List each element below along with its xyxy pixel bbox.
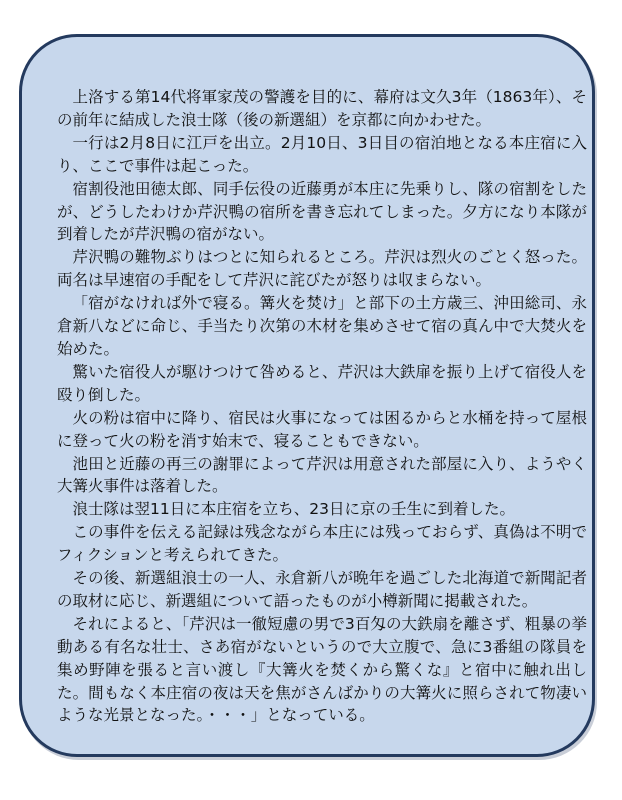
paragraph-2: 一行は2月8日に江戸を出立。2月10日、3日目の宿泊地となる本庄宿に入り、ここで事件は起こった。: [57, 133, 587, 175]
paragraph-3: 宿割役池田徳太郎、同手伝役の近藤勇が本庄に先乗りし、隊の宿割をしたが、どうしたわけか芹沢鴨の宿所を書き忘れてしまった。夕方になり本隊が到着したが芹沢鴨の宿がない。: [57, 179, 587, 244]
article-body: [57, 86, 587, 727]
paragraph-8: 池田と近藤の再三の謝罪によって芹沢は用意された部屋に入り、ようやく大篝火事件は落着した。: [57, 454, 587, 496]
paragraph-7: 火の粉は宿中に降り、宿民は火事になっては困るからと水桶を持って屋根に登って火の粉を消す始末で、寝ることもできない。: [57, 408, 587, 450]
paragraph-1: 上洛する第14代将軍家茂の警護を目的に、幕府は文久3年（1863年）、その前年に結成した浪士隊（後の新選組）を京都に向かわせた。: [57, 88, 587, 129]
paragraph-4: 芹沢鴨の難物ぶりはつとに知られるところ。芹沢は烈火のごとく怒った。両名は早速宿の手配をして芹沢に詫びたが怒りは収まらない。: [57, 248, 587, 290]
paragraph-11: その後、新選組浪士の一人、永倉新八が晩年を過ごした北海道で新聞記者の取材に応じ、新選組について語ったものが小樽新聞に掲載された。: [57, 569, 587, 610]
paragraph-10: この事件を伝える記録は残念ながら本庄には残っておらず、真偽は不明でフィクションと考えられてきた。: [57, 523, 587, 565]
paragraph-6: 驚いた宿役人が駆けつけて咎めると、芹沢は大鉄扉を振り上げて宿役人を殴り倒した。: [57, 362, 587, 404]
paragraph-9: 浪士隊は翌11日に本庄宿を立ち、23日に京の壬生に到着した。: [72, 500, 515, 519]
paragraph-12: それによると、「芹沢は一徹短慮の男で3百匁の大鉄扇を離さず、粗暴の挙動ある有名な壮士、さあ宿がないというので大立腹で、急に3番組の隊員を集め野陣を張ると言い渡し『大篝火を焚くから驚くな』と宿中に触れ出した。間もなく本庄宿の夜は天を焦がさんばかりの大篝火に照らされて物凄いような光景となった。・・・」となっている。: [57, 614, 587, 725]
paragraph-5: 「宿がなければ外で寝る。篝火を焚け」と部下の土方歳三、沖田総司、永倉新八などに命じ、手当たり次第の木材を集めさせて宿の真ん中で大焚火を始めた。: [57, 294, 587, 358]
